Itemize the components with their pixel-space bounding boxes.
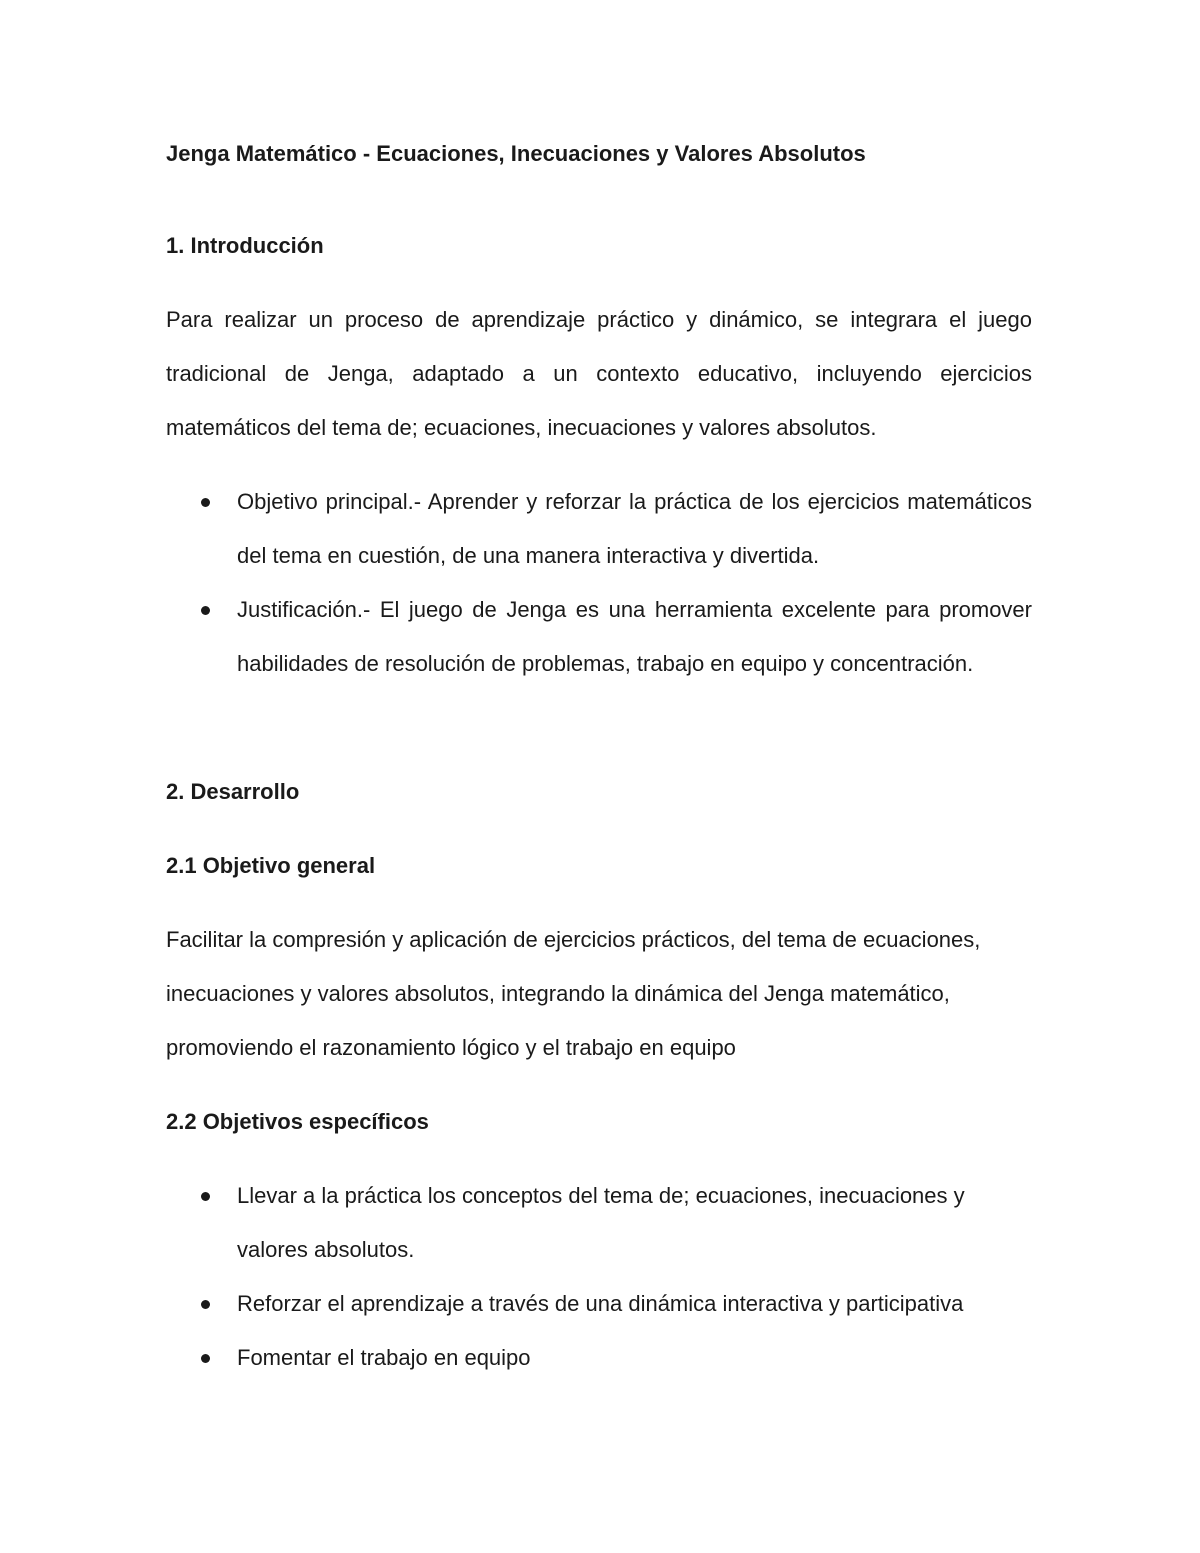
list-item [166, 475, 1032, 583]
list-item-text: Fomentar el trabajo en equipo [237, 1345, 531, 1370]
bullet-icon [201, 1354, 210, 1363]
bullet-icon [201, 498, 210, 507]
list-item [166, 1331, 1032, 1385]
list-item-text: Llevar a la práctica los conceptos del tema de; ecuaciones, inecuaciones y valores absolutos. [237, 1183, 965, 1262]
general-objective-paragraph: Facilitar la compresión y aplicación de ejercicios prácticos, del tema de ecuaciones, inecuaciones y valores absolutos, integrando la dinámica del Jenga matemático, promoviendo el razonamiento lógico y el trabajo en equipo [166, 927, 981, 1060]
list-item-text: Reforzar el aprendizaje a través de una dinámica interactiva y participativa [237, 1291, 964, 1316]
subsection-heading-general-objective: 2.1 Objetivo general [166, 853, 376, 878]
section-heading-introduction: 1. Introducción [166, 233, 324, 258]
bullet-icon [201, 1192, 210, 1201]
subsection-heading-specific-objectives: 2.2 Objetivos específicos [166, 1109, 429, 1134]
introduction-bullet-list [166, 475, 1032, 691]
list-item [166, 1277, 1032, 1331]
bullet-icon [201, 1300, 210, 1309]
specific-objectives-bullet-list [166, 1169, 1032, 1385]
list-item-text: Justificación.- El juego de Jenga es una herramienta excelente para promover habilidades de resolución de problemas, trabajo en equipo y concentración. [237, 597, 1032, 676]
section-heading-development: 2. Desarrollo [166, 779, 300, 804]
list-item [166, 583, 1032, 691]
introduction-paragraph: Para realizar un proceso de aprendizaje práctico y dinámico, se integrara el juego tradicional de Jenga, adaptado a un contexto educativo, incluyendo ejercicios matemáticos del tema de; ecuaciones, inecuaciones y valores absolutos. [166, 307, 1032, 440]
list-item [166, 1169, 1032, 1277]
document-title: Jenga Matemático - Ecuaciones, Inecuaciones y Valores Absolutos [166, 141, 866, 166]
list-item-text: Objetivo principal.- Aprender y reforzar la práctica de los ejercicios matemáticos del tema en cuestión, de una manera interactiva y divertida. [237, 489, 1032, 568]
bullet-icon [201, 606, 210, 615]
